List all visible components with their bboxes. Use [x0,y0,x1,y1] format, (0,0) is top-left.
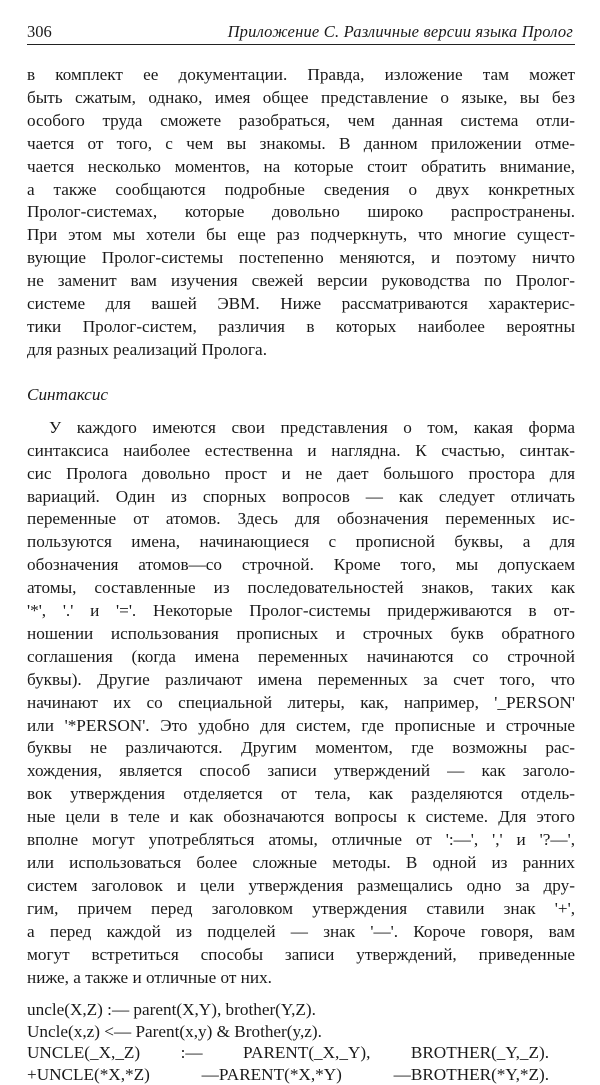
text-line: синтаксиса наиболее естественна и наглядна. К счастью, синтак- [27,440,575,460]
code-line: +UNCLE(*X,*Z) —PARENT(*X,*Y) —BROTHER(*Y,*Z). [27,1064,549,1084]
text-line: сис Пролога довольно прост и не дает большого простора для [27,463,575,483]
code-line: uncle(X,Z) :— parent(X,Y), brother(Y,Z). [27,1000,316,1020]
page-header [27,22,575,45]
text-line: соглашения (когда имена переменных начинаются со строчной [27,646,575,666]
text-line: ниже, а также и отличные от них. [27,967,272,987]
text-line: ношении использования прописных и строчных букв обратного [27,623,575,643]
text-line: или '*PERSON'. Это удобно для систем, где прописные и строчные [27,715,575,735]
text-line: а также сообщаются подробные сведения о двух конкретных [27,179,575,199]
text-line: систем заголовок и цели утверждения размещались одно за дру- [27,875,575,895]
text-line: буквы не различаются. Другим моментом, где возможны рас- [27,738,575,758]
code-line: Uncle(x,z) <— Parent(x,y) & Brother(y,z). [27,1021,322,1041]
code-example-block [27,999,575,1085]
document-page [27,22,575,1085]
text-line: хождения, является способ записи утверждений — как заголо- [27,761,575,781]
text-line: гим, причем перед заголовком утверждения ставили знак '+', [27,898,575,918]
text-line: У каждого имеются свои представления о том, какая форма [49,417,575,437]
text-line: вариаций. Один из спорных вопросов — как следует отличать [27,486,575,506]
text-line: обозначения атомов—со строчной. Кроме того, мы допускаем [27,555,575,575]
text-line: вующие Пролог-системы постепенно меняются, и поэтому ничто [27,248,575,268]
code-line: UNCLE(_X,_Z) :— PARENT(_X,_Y), BROTHER(_Y,_Z). [27,1043,549,1063]
syntax-paragraph [27,417,575,990]
text-line: Пролог-системах, которые довольно широко распространены. [27,202,575,222]
text-line: тики Пролог-систем, различия в которых наиболее вероятны [27,316,575,336]
text-line: системе для вашей ЭВМ. Ниже рассматриваются характерис- [27,294,575,314]
text-line: для разных реализаций Пролога. [27,339,267,359]
running-title: Приложение С. Различные версии языка Пролог [227,22,573,41]
text-line: начинают их со специальной литеры, как, например, '_PERSON' [27,692,575,712]
text-line: не заменит вам изучения свежей версии руководства по Пролог- [27,271,575,291]
page-number: 306 [27,22,52,41]
text-line: могут встретиться способы записи утверждений, приведенные [27,944,575,964]
text-line: вполне могут употребляться атомы, отличные от ':—', ',' и '?—', [27,830,575,850]
text-line: чается от того, с чем вы знакомы. В данном приложении отме- [27,133,575,153]
text-line: вок утверждения отделяется от тела, как разделяются отдель- [27,784,575,804]
text-line: чается несколько моментов, на которые стоит обратить внимание, [27,156,575,176]
text-line: или использоваться более сложные методы. В одной из ранних [27,853,575,872]
text-line: атомы, составленные из последовательностей знаков, таких как [27,578,575,598]
text-line: ные цели в теле и как обозначаются вопросы к системе. Для этого [27,807,575,827]
intro-paragraph [27,64,575,362]
text-line: в комплект ее документации. Правда, изложение там может [27,65,575,84]
text-line: пользуются имена, начинающиеся с прописной буквы, а для [27,532,575,552]
text-line: особого труда сможете разобраться, чем данная система отли- [27,110,575,130]
section-title: Синтаксис [27,384,109,404]
text-line: переменные от атомов. Здесь для обозначения переменных ис- [27,509,575,529]
text-line: буквы). Другие различают имена переменных за счет того, что [27,669,575,689]
text-line: а перед каждой из подцелей — знак '—'. Короче говоря, вам [27,921,575,941]
text-line: '*', '.' и '='. Некоторые Пролог-системы придерживаются в от- [27,601,575,621]
text-line: При этом мы хотели бы еще раз подчеркнуть, что многие сущест- [27,225,575,245]
text-line: быть сжатым, однако, имея общее представление о языке, вы без [27,87,575,107]
